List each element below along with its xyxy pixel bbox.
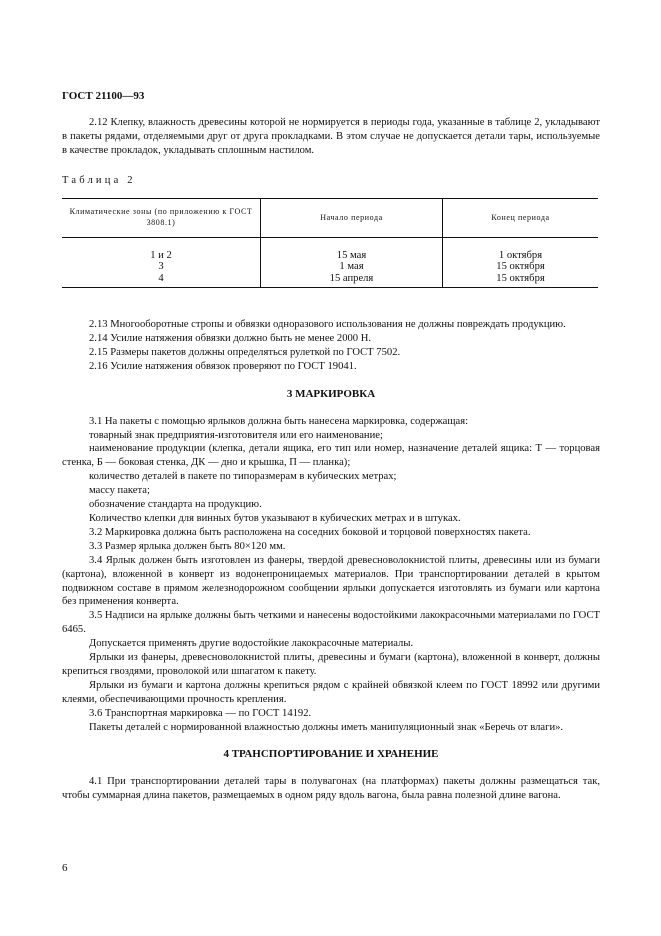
start-cell [261,237,443,287]
list-item: массу пакета; [89,485,150,497]
table-cell: 4 [158,273,164,285]
header-period-start: Начало периода [261,198,443,237]
header-climatic-zones: Климатические зоны (по приложению к ГОСТ 3808.1) [62,198,261,237]
paragraph-3-5: 3.5 Надписи на ярлыке должны быть четкими и нанесены водостойкими лакокрасочными материалами по ГОСТ 6465. [62,610,600,636]
paragraph-2-15: 2.15 Размеры пакетов должны определяться рулеткой по ГОСТ 7502. [89,346,401,358]
list-item: количество деталей в пакете по типоразмерам в кубических метрах; [89,471,397,483]
paragraph: Ярлыки из фанеры, древесноволокнистой плиты, древесины и бумаги (картона), вложенной в конверт, должны крепиться гвоздями, проволокой или шпагатом к пакету. [62,652,600,677]
list-item: обозначение стандарта на продукцию. [89,499,262,511]
table-cell: 15 октября [496,261,545,273]
table-body-row [62,237,598,287]
paragraph: Допускается применять другие водостойкие лакокрасочные материалы. [89,638,414,650]
section-3-title: 3 МАРКИРОВКА [286,387,376,400]
paragraph-3-1: 3.1 На пакеты с помощью ярлыков должна быть нанесена маркировка, содержащая: [89,415,469,427]
paragraph: Пакеты деталей с нормированной влажностью должны иметь манипуляционный знак «Беречь от влаги». [89,721,564,733]
paragraph: Ярлыки из бумаги и картона должны крепиться рядом с крайней обвязкой клеем по ГОСТ 18992 или другими клеями, обеспечивающими прочность крепления. [62,679,600,705]
table-cell: 3 [158,261,164,273]
table-cell: 1 мая [339,261,364,273]
periods-table [62,198,598,288]
paragraph-2-12: 2.12 Клепку, влажность древесины которой не нормируется в периоды года, указанные в таблице 2, укладывают в пакеты рядами, отделяемыми друг от друга прокладками. В этом случае не допускается детали тары, используемые в качестве прокладок, укладывать сплошным настилом. [62,117,600,156]
paragraph-4-1: 4.1 При транспортировании деталей тары в полувагонах (на платформах) пакеты должны размещаться так, чтобы суммарная длина пакетов, размещаемых в одном ряду вдоль вагона, была равна полезной длине вагона. [62,776,600,802]
table-caption: Таблица 2 [62,174,136,186]
end-cell [443,237,599,287]
page-number: 6 [62,862,68,874]
paragraph-2-14: 2.14 Усилие натяжения обвязки должно быть не менее 2000 Н. [89,332,372,344]
document-header: ГОСТ 21100—93 [62,90,145,102]
paragraph-3-4: 3.4 Ярлык должен быть изготовлен из фанеры, твердой древесноволокнистой плиты, древесины или из бумаги (картона), вложенной в конверт из водонепроницаемых материалов. При транспортировании деталей в крытом подвижном составе в прямом железнодорожном сообщении ярлыки допускается изготовлять из бумаги или картона без применения конверта. [62,554,600,608]
header-period-end: Конец периода [443,198,599,237]
paragraph: Количество клепки для винных бутов указывают в кубических метрах и в штуках. [89,512,461,524]
table-cell: 15 мая [336,249,367,261]
table-header-row [62,198,598,237]
table-cell: 1 и 2 [150,249,172,261]
paragraph-3-3: 3.3 Размер ярлыка должен быть 80×120 мм. [89,540,286,552]
table-cell: 1 октября [498,249,543,261]
zones-cell [62,237,261,287]
list-item: товарный знак предприятия-изготовителя или его наименование; [89,429,383,441]
document-body [62,116,600,803]
paragraph-3-2: 3.2 Маркировка должна быть расположена на соседних боковой и торцовой поверхностях пакета. [89,526,531,538]
list-item: наименование продукции (клепка, детали ящика, его тип или номер, назначение деталей ящика: Т — торцовая стенка, Б — боковая стенка, ДК — дно и крышка, П — планка); [62,443,600,469]
table-cell: 15 октября [496,273,545,285]
paragraph-3-6: 3.6 Транспортная маркировка — по ГОСТ 14192. [89,707,312,719]
paragraph-2-16: 2.16 Усилие натяжения обвязок проверяют по ГОСТ 19041. [89,360,357,372]
section-4-title: 4 ТРАНСПОРТИРОВАНИЕ И ХРАНЕНИЕ [223,748,439,761]
table-cell: 15 апреля [329,273,374,285]
paragraph-2-13: 2.13 Многооборотные стропы и обвязки одноразового использования не должны повреждать продукцию. [89,319,566,331]
